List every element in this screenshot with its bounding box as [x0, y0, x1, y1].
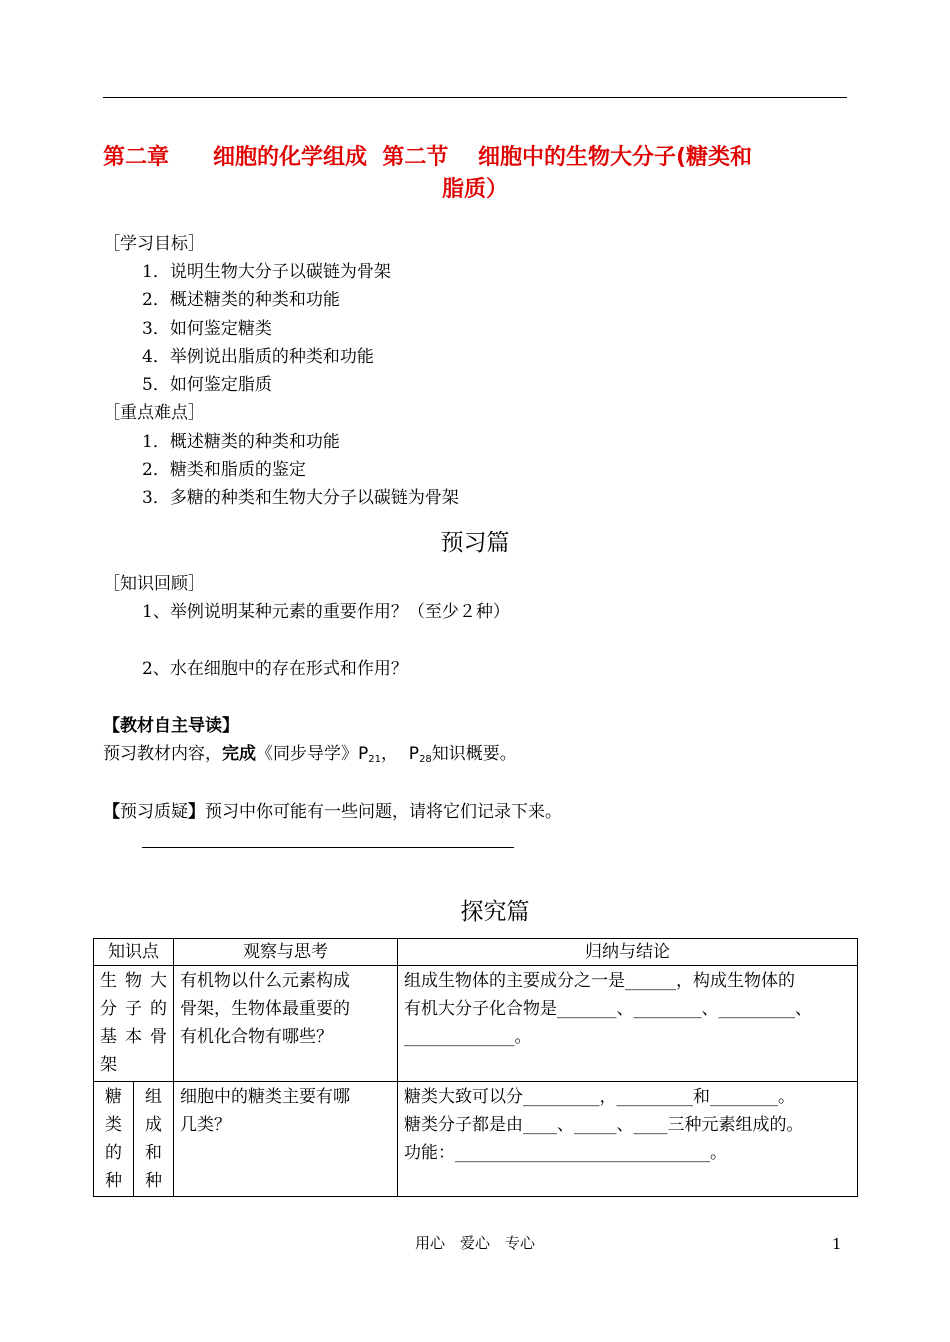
- guide-text: [103, 742, 517, 772]
- explore-heading: 探究篇: [460, 899, 530, 925]
- table-row: [94, 966, 858, 1082]
- observe-line: 细胞中的糖类主要有哪: [180, 1087, 350, 1107]
- conclusion-line: 有机大分子化合物是_______、________、_________、: [404, 999, 812, 1019]
- top-rule: [103, 97, 847, 98]
- guide-text-part: 知识概要。: [431, 744, 517, 764]
- objective-item: 2．概述糖类的种类和功能: [142, 290, 340, 310]
- footer-motto: 用心 爱心 专心: [414, 1234, 535, 1252]
- guide-subscript: 21: [368, 754, 381, 765]
- preview-heading: 预习篇: [440, 530, 510, 556]
- review-question: 1、举例说明某种元素的重要作用？（至少２种）: [142, 602, 510, 622]
- doubt-text: 预习中你可能有一些问题，请将它们记录下来。: [205, 802, 562, 822]
- header-cell: 知识点: [94, 939, 174, 966]
- point-char: 糖: [105, 1087, 122, 1107]
- objectives-label: ［学习目标］: [103, 234, 205, 254]
- key-point-item: 2．糖类和脂质的鉴定: [142, 460, 306, 480]
- doubt-bracket-close: 】: [188, 802, 205, 822]
- point-char: 组: [145, 1087, 162, 1107]
- header-cell: 观察与思考: [174, 939, 398, 966]
- conclusion-line: 组成生物体的主要成分之一是______，构成生物体的: [404, 971, 795, 991]
- objective-item: 3．如何鉴定糖类: [142, 319, 272, 339]
- point-cell: [94, 1082, 174, 1197]
- conclusion-line: _____________。: [404, 1027, 532, 1047]
- observe-cell: [174, 966, 398, 1082]
- header-cell: 归纳与结论: [398, 939, 858, 966]
- observe-line: 有机物以什么元素构成: [180, 971, 350, 991]
- point-char: 类: [105, 1115, 122, 1135]
- point-cell: [94, 966, 174, 1082]
- objective-item: 1．说明生物大分子以碳链为骨架: [142, 262, 391, 282]
- title-line-2: 脂质）: [441, 177, 508, 202]
- point-line: 生物大: [100, 971, 167, 991]
- point-line: 分子的: [100, 999, 167, 1019]
- page-number: 1: [832, 1235, 842, 1253]
- conclusion-line: 功能：______________________________。: [404, 1143, 727, 1163]
- answer-underline: [142, 847, 514, 848]
- guide-label: 【教材自主导读】: [103, 716, 239, 736]
- observe-line: 几类？: [180, 1115, 231, 1135]
- objective-item: 4．举例说出脂质的种类和功能: [142, 347, 374, 367]
- doubt-bracket-open: 【: [103, 802, 120, 822]
- doubt-label-inner: 预习质疑: [120, 802, 188, 822]
- point-char: 和: [145, 1143, 162, 1163]
- key-point-item: 3．多糖的种类和生物大分子以碳链为骨架: [142, 488, 459, 508]
- point-char: 种: [145, 1171, 162, 1191]
- point-char: 成: [145, 1115, 162, 1135]
- review-label: ［知识回顾］: [103, 574, 205, 594]
- page-title: [103, 142, 847, 206]
- guide-subscript: 28: [419, 754, 432, 765]
- guide-text-part: 预习教材内容，: [103, 744, 222, 764]
- objective-item: 5．如何鉴定脂质: [142, 375, 272, 395]
- observe-line: 骨架，生物体最重要的: [180, 999, 350, 1019]
- title-line-1: 第二章 细胞的化学组成 第二节 细胞中的生物大分子(糖类和: [103, 145, 753, 170]
- explore-table: [93, 938, 858, 1197]
- point-line: 基本骨: [100, 1027, 167, 1047]
- conclusion-line: 糖类分子都是由____、_____、____三种元素组成的。: [404, 1115, 804, 1135]
- guide-text-bold: 完成: [222, 744, 256, 764]
- observe-cell: [174, 1082, 398, 1197]
- observe-line: 有机化合物有哪些？: [180, 1027, 333, 1047]
- key-points-label: ［重点难点］: [103, 403, 205, 423]
- conclusion-line: 糖类大致可以分_________，_________和________。: [404, 1087, 795, 1107]
- point-line: 架: [100, 1055, 117, 1075]
- point-char: 种: [105, 1171, 122, 1191]
- conclusion-cell: [398, 966, 858, 1082]
- doubt-line: [103, 800, 562, 824]
- key-point-item: 1．概述糖类的种类和功能: [142, 432, 340, 452]
- guide-text-part: ， P: [381, 744, 420, 764]
- table-row: [94, 1082, 858, 1197]
- point-char: 的: [105, 1143, 122, 1163]
- table-header-row: [94, 939, 858, 966]
- review-question: 2、水在细胞中的存在形式和作用？: [142, 659, 408, 679]
- guide-text-part: 《同步导学》P: [256, 744, 369, 764]
- conclusion-cell: [398, 1082, 858, 1197]
